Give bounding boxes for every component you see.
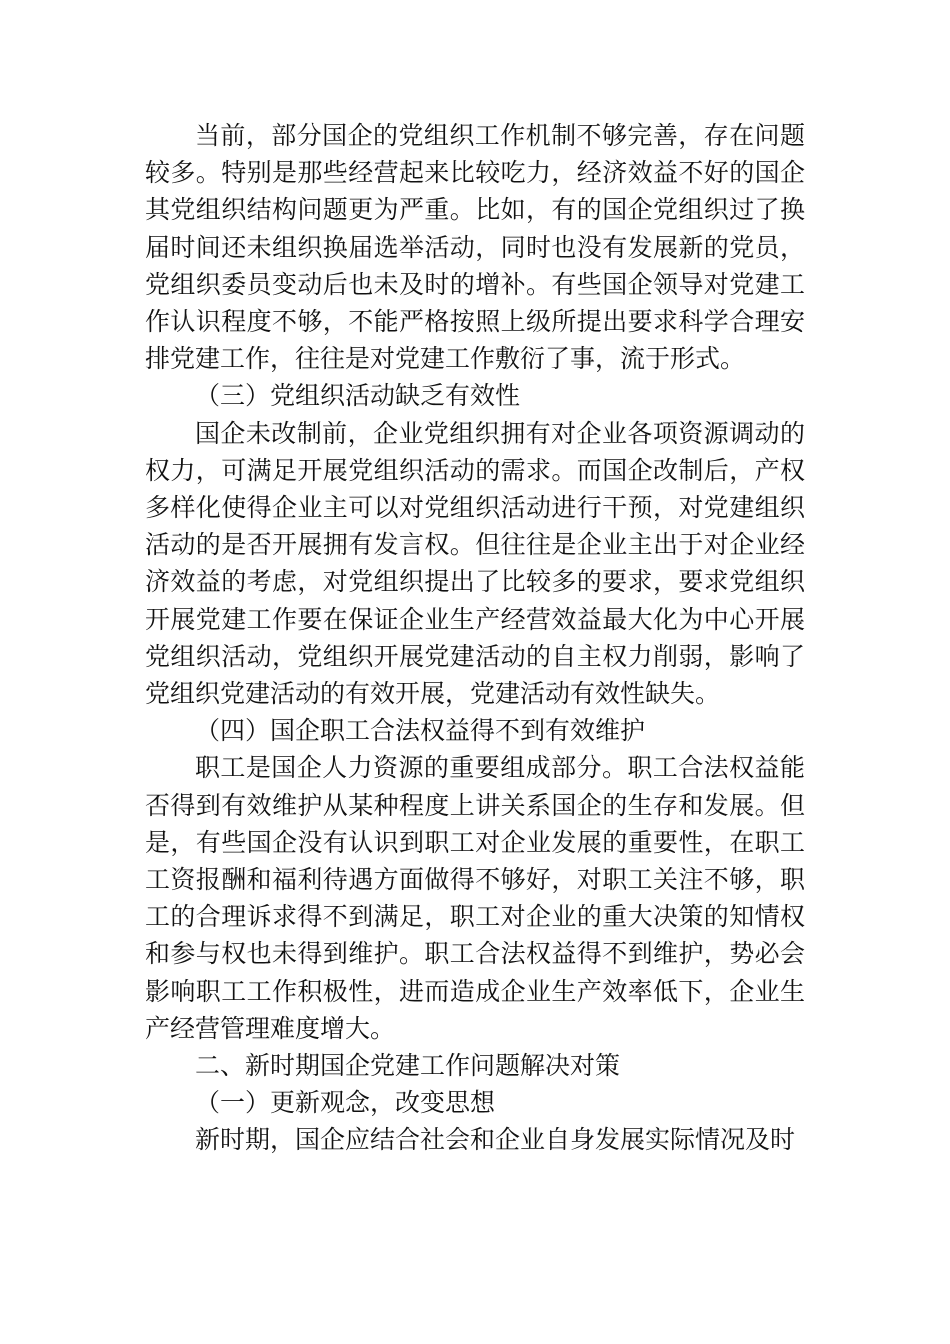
section-heading: （一）更新观念，改变思想 <box>195 1088 496 1118</box>
body-paragraph: 当前，部分国企的党组织工作机制不够完善，存在问题较多。特别是那些经营起来比较吃力，经济效益不好的国企其党组织结构问题更为严重。比如，有的国企党组织过了换届时间还未组织换届选举活动，同时也没有发展新的党员，党组织委员变动后也未及时的增补。有些国企领导对党建工作认识程度不够，不能严格按照上级所提出要求科学合理安排党建工作，往往是对党建工作敷衍了事，流于形式。 <box>145 121 805 374</box>
section-heading: （三）党组织活动缺乏有效性 <box>195 381 521 411</box>
body-paragraph: 职工是国企人力资源的重要组成部分。职工合法权益能否得到有效维护从某种程度上讲关系国企的生存和发展。但是，有些国企没有认识到职工对企业发展的重要性，在职工工资报酬和福利待遇方面做得不够好，对职工关注不够，职工的合理诉求得不到满足，职工对企业的重大决策的知情权和参与权也未得到维护。职工合法权益得不到维护，势必会影响职工工作积极性，进而造成企业生产效率低下，企业生产经营管理难度增大。 <box>145 753 805 1043</box>
chapter-heading: 二、新时期国企党建工作问题解决对策 <box>195 1051 621 1081</box>
section-heading: （四）国企职工合法权益得不到有效维护 <box>195 716 646 746</box>
body-paragraph: 新时期，国企应结合社会和企业自身发展实际情况及时 <box>195 1125 796 1155</box>
body-paragraph: 国企未改制前，企业党组织拥有对企业各项资源调动的权力，可满足开展党组织活动的需求。而国企改制后，产权多样化使得企业主可以对党组织活动进行干预，对党建组织活动的是否开展拥有发言权。但往往是企业主出于对企业经济效益的考虑，对党组织提出了比较多的要求，要求党组织开展党建工作要在保证企业生产经营效益最大化为中心开展党组织活动，党组织开展党建活动的自主权力削弱，影响了党组织党建活动的有效开展，党建活动有效性缺失。 <box>145 418 805 709</box>
document-page <box>145 117 805 1159</box>
